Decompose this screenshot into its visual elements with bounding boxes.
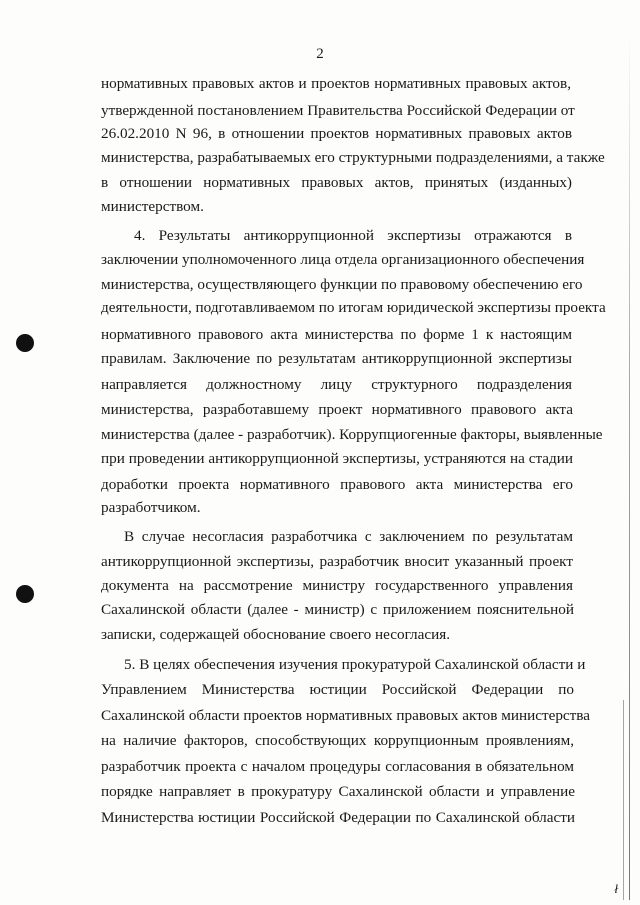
text-line: Министерства юстиции Российской Федерации по Сахалинской области — [101, 809, 575, 826]
text-line: нормативного правового акта министерства по форме 1 к настоящим — [101, 326, 572, 343]
text-line: 4. Результаты антикоррупционной экспертизы отражаются в — [134, 227, 572, 244]
scan-edge-line — [629, 30, 630, 900]
text-line: министерства (далее - разработчик). Коррупциогенные факторы, выявленные — [101, 426, 603, 443]
text-line: министерством. — [101, 198, 204, 215]
scan-mark: ł — [614, 881, 618, 896]
text-line: Сахалинской области (далее - министр) с приложением пояснительной — [101, 601, 574, 618]
text-line: разработчик проекта с началом процедуры согласования в обязательном — [101, 758, 574, 775]
text-line: Сахалинской области проектов нормативных правовых актов министерства — [101, 707, 591, 724]
text-line: Управлением Министерства юстиции Российской Федерации по — [101, 681, 574, 698]
text-line: направляется должностному лицу структурного подразделения — [101, 376, 572, 393]
text-line: министерства, разрабатываемых его структурными подразделениями, а также — [101, 149, 605, 166]
page-number: 2 — [316, 46, 324, 62]
text-line: порядке направляет в прокуратуру Сахалинской области и управление — [101, 783, 575, 800]
text-line: министерства, разработавшему проект нормативного правового акта — [101, 401, 573, 418]
text-line: министерства, осуществляющего функции по правовому обеспечению его — [101, 276, 583, 293]
text-line: антикоррупционной экспертизы, разработчик вносит указанный проект — [101, 553, 573, 570]
text-line: деятельности, подготавливаемом по итогам юридической экспертизы проекта — [101, 299, 606, 316]
text-line: доработки проекта нормативного правового акта министерства его — [101, 476, 573, 493]
text-line: при проведении антикоррупционной экспертизы, устраняются на стадии — [101, 450, 573, 467]
text-line: разработчиком. — [101, 499, 201, 516]
punch-hole — [16, 334, 34, 352]
text-line: нормативных правовых актов и проектов нормативных правовых актов, — [101, 75, 571, 92]
text-line: заключении уполномоченного лица отдела организационного обеспечения — [101, 251, 585, 268]
text-line: 26.02.2010 N 96, в отношении проектов нормативных правовых актов — [101, 125, 572, 142]
text-line: В случае несогласия разработчика с заключением по результатам — [124, 528, 573, 545]
scan-edge-line — [623, 700, 624, 900]
text-line: 5. В целях обеспечения изучения прокуратурой Сахалинской области и — [124, 656, 586, 673]
text-line: в отношении нормативных правовых актов, принятых (изданных) — [101, 174, 572, 191]
punch-hole — [16, 585, 34, 603]
text-line: записки, содержащей обоснование своего несогласия. — [101, 626, 451, 643]
text-line: документа на рассмотрение министру государственного управления — [101, 577, 573, 594]
text-line: на наличие факторов, способствующих коррупционным проявлениям, — [101, 732, 574, 749]
text-line: правилам. Заключение по результатам антикоррупционной экспертизы — [101, 350, 572, 367]
text-line: утвержденной постановлением Правительства Российской Федерации от — [101, 102, 575, 119]
